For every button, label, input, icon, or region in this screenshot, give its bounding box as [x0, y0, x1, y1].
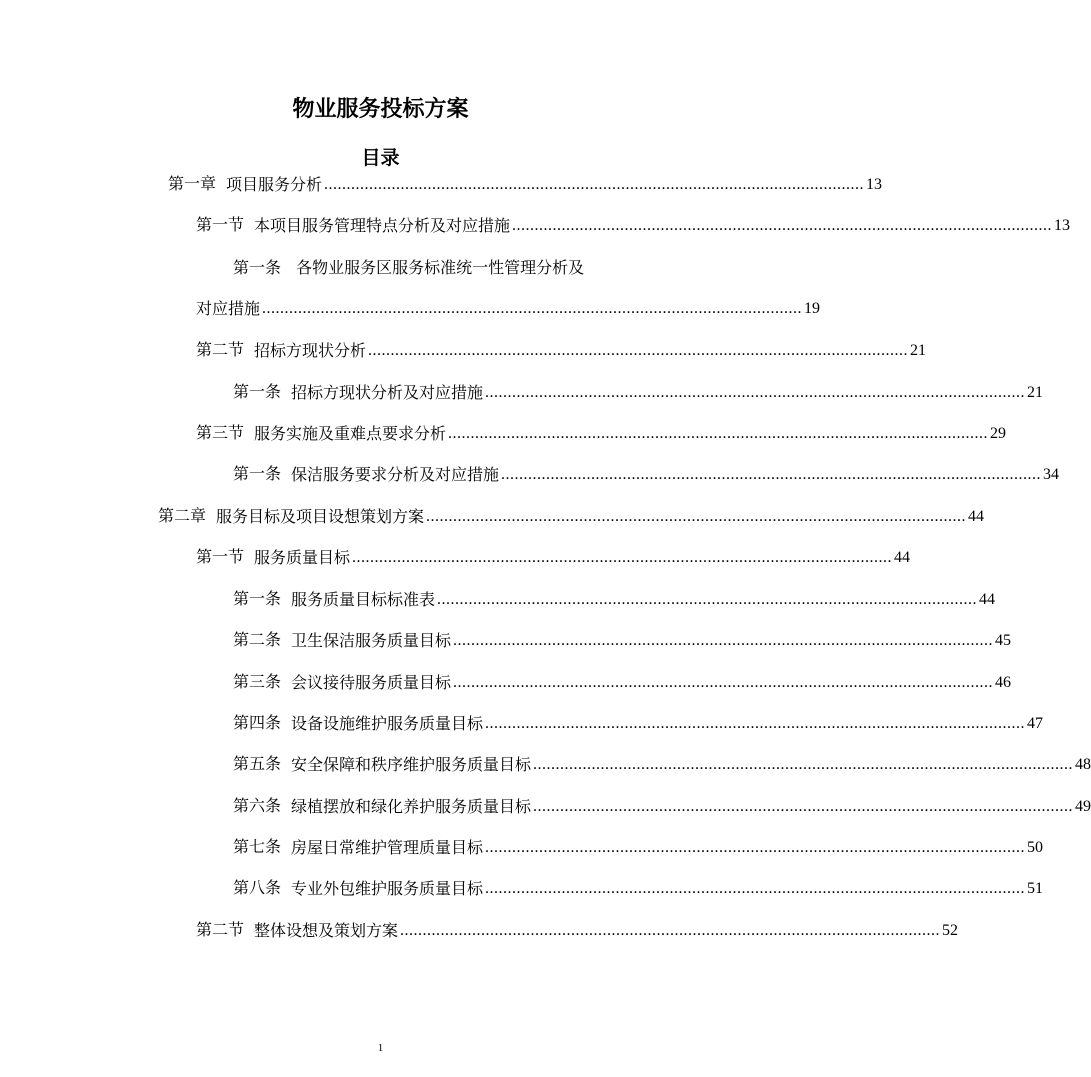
toc-entry-number: 第一节: [196, 549, 245, 566]
toc-entry-number: 第一条: [233, 466, 282, 483]
toc-entry-article[interactable]: [233, 752, 1091, 776]
toc-entry-title: 项目服务分析: [226, 175, 323, 194]
toc-entry-article[interactable]: [233, 628, 1012, 652]
toc-entry-article[interactable]: [233, 711, 1044, 735]
toc-entry-title: 服务目标及项目设想策划方案: [216, 507, 425, 526]
toc-entry-section[interactable]: [196, 213, 1071, 237]
toc-entry-page: 49: [1075, 798, 1091, 815]
toc-entry-article[interactable]: [233, 794, 1091, 818]
toc-leader-dots: ........................................................................................................................: [485, 384, 1026, 401]
toc-entry-number: 第五条: [233, 756, 282, 773]
toc-leader-dots: ........................................................................................................................: [453, 674, 994, 691]
toc-entry-page: 44: [968, 508, 985, 525]
toc-entry-number: 第三节: [196, 425, 245, 442]
toc-entry-article[interactable]: [233, 380, 1044, 404]
toc-entry-title: 保洁服务要求分析及对应措施: [291, 465, 500, 484]
toc-entry-chapter-1[interactable]: [168, 172, 883, 196]
toc-entry-section[interactable]: [196, 545, 911, 569]
toc-leader-dots: ........................................................................................................................: [400, 922, 941, 939]
toc-entry-number: 第二节: [196, 922, 245, 939]
toc-entry-page: 46: [995, 674, 1012, 691]
toc-entry-section[interactable]: [196, 918, 959, 942]
toc-leader-dots: ........................................................................................................................: [453, 632, 994, 649]
toc-entry-title: 服务质量目标: [254, 548, 351, 567]
toc-entry-title-continuation: 对应措施: [196, 299, 261, 318]
toc-entry-title: 招标方现状分析: [254, 341, 367, 360]
toc-entry-article[interactable]: [233, 835, 1044, 859]
toc-entry-title: 卫生保洁服务质量目标: [291, 631, 452, 650]
toc-entry-number: 第二节: [196, 342, 245, 359]
toc-leader-dots: ........................................................................................................................: [512, 217, 1053, 234]
toc-entry-title: 招标方现状分析及对应措施: [291, 383, 484, 402]
toc-leader-dots: ........................................................................................................................: [485, 880, 1026, 897]
toc-entry-continuation[interactable]: [196, 296, 821, 320]
toc-entry-page: 29: [990, 425, 1007, 442]
toc-leader-dots: ........................................................................................................................: [352, 549, 893, 566]
toc-entry-number: 第四条: [233, 715, 282, 732]
toc-entry-title: 设备设施维护服务质量目标: [291, 714, 484, 733]
toc-entry-page: 19: [804, 300, 821, 317]
toc-entry-article[interactable]: [233, 876, 1044, 900]
toc-leader-dots: ........................................................................................................................: [485, 715, 1026, 732]
toc-entry-title: 会议接待服务质量目标: [291, 673, 452, 692]
toc-entry-number: 第六条: [233, 798, 282, 815]
toc-heading: 目录: [361, 147, 400, 169]
toc-entry-number: 第七条: [233, 839, 282, 856]
toc-entry-title: 房屋日常维护管理质量目标: [291, 838, 484, 857]
toc-entry-title: 专业外包维护服务质量目标: [291, 879, 484, 898]
toc-entry-page: 34: [1043, 466, 1060, 483]
toc-entry-chapter-2[interactable]: [158, 504, 985, 528]
toc-entry-section[interactable]: [196, 338, 927, 362]
toc-entry-article-wrapped[interactable]: [233, 257, 584, 280]
toc-entry-number: 第三条: [233, 674, 282, 691]
toc-entry-page: 51: [1027, 880, 1044, 897]
toc-entry-section[interactable]: [196, 421, 1007, 445]
toc-entry-number: 第二章: [158, 508, 207, 525]
toc-entry-article[interactable]: [233, 670, 1012, 694]
toc-entry-page: 21: [1027, 384, 1044, 401]
toc-entry-title: 本项目服务管理特点分析及对应措施: [254, 216, 511, 235]
toc-leader-dots: ........................................................................................................................: [485, 839, 1026, 856]
page-number: 1: [377, 1042, 384, 1054]
toc-entry-number: 第二条: [233, 632, 282, 649]
toc-entry-title: 绿植摆放和绿化养护服务质量目标: [291, 797, 532, 816]
toc-entry-number: 第一条: [233, 260, 282, 277]
toc-leader-dots: ........................................................................................................................: [426, 508, 967, 525]
toc-entry-number: 第八条: [233, 880, 282, 897]
toc-entry-page: 47: [1027, 715, 1044, 732]
toc-entry-page: 13: [866, 176, 883, 193]
toc-entry-title: 服务实施及重难点要求分析: [254, 424, 447, 443]
toc-leader-dots: ........................................................................................................................: [324, 176, 865, 193]
toc-leader-dots: ........................................................................................................................: [533, 798, 1074, 815]
toc-entry-title: 整体设想及策划方案: [254, 921, 399, 940]
toc-entry-title: 各物业服务区服务标准统一性管理分析及: [296, 258, 585, 277]
toc-entry-page: 13: [1054, 217, 1071, 234]
toc-entry-page: 50: [1027, 839, 1044, 856]
toc-entry-page: 44: [894, 549, 911, 566]
toc-entry-page: 48: [1075, 756, 1091, 773]
toc-entry-number: 第一节: [196, 217, 245, 234]
toc-entry-title: 服务质量目标标准表: [291, 590, 436, 609]
toc-entry-page: 21: [910, 342, 927, 359]
toc-entry-title: 安全保障和秩序维护服务质量目标: [291, 755, 532, 774]
toc-leader-dots: ........................................................................................................................: [368, 342, 909, 359]
toc-leader-dots: ........................................................................................................................: [437, 591, 978, 608]
toc-entry-number: 第一条: [233, 591, 282, 608]
toc-entry-page: 45: [995, 632, 1012, 649]
toc-leader-dots: ........................................................................................................................: [262, 300, 803, 317]
toc-entry-article[interactable]: [233, 587, 996, 611]
toc-leader-dots: ........................................................................................................................: [448, 425, 989, 442]
toc-leader-dots: ........................................................................................................................: [501, 466, 1042, 483]
toc-entry-page: 52: [942, 922, 959, 939]
toc-entry-number: 第一条: [233, 384, 282, 401]
document-title: 物业服务投标方案: [292, 97, 469, 122]
toc-entry-article[interactable]: [233, 462, 1060, 486]
toc-entry-number: 第一章: [168, 176, 217, 193]
toc-leader-dots: ........................................................................................................................: [533, 756, 1074, 773]
toc-entry-page: 44: [979, 591, 996, 608]
